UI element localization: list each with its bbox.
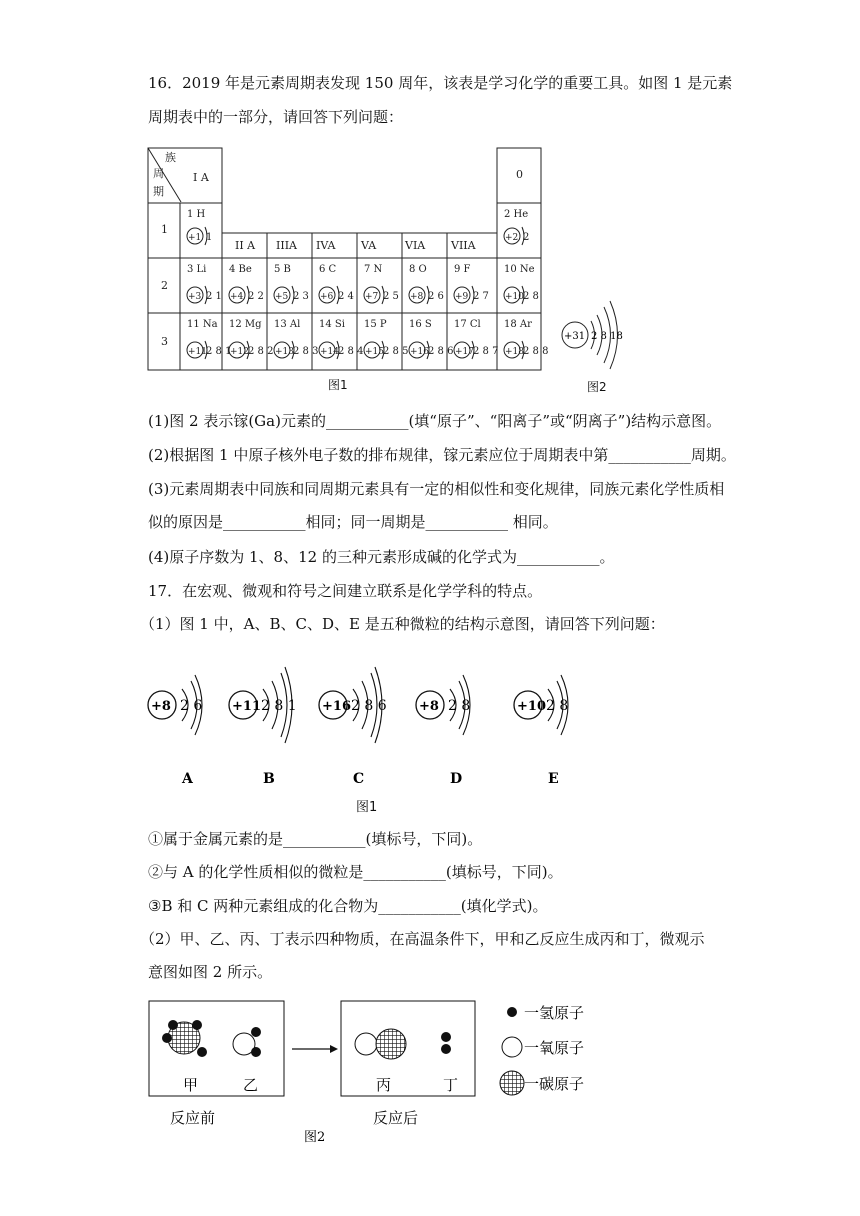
group-0: 0 <box>516 168 523 181</box>
label-ding: 丁 <box>443 1076 459 1094</box>
nucleus-charge: +17 <box>455 347 474 357</box>
shell-electrons: 2 8 8 <box>523 346 549 357</box>
q17-fig1-caption: 图1 <box>356 800 378 815</box>
particle-charge: +16 <box>322 699 351 714</box>
legend-h-icon <box>507 1007 517 1017</box>
label-bing: 丙 <box>376 1076 392 1094</box>
shell-electrons: 2 1 <box>206 291 222 302</box>
period-2: 2 <box>161 279 168 292</box>
methane-molecule <box>162 1020 207 1057</box>
periodic-table-figure <box>145 145 635 395</box>
shell-electrons: 2 4 <box>338 291 354 302</box>
shell-electrons: 2 8 7 <box>473 346 499 357</box>
element-label: 15 P <box>364 319 387 330</box>
nucleus-charge: +18 <box>505 347 524 357</box>
nucleus-charge: +13 <box>275 347 294 357</box>
legend-c-icon <box>500 1071 524 1095</box>
shell-electrons: 2 <box>523 232 530 243</box>
q17-q2: ②与 A 的化学性质相似的微粒是___________(填标号，下同)。 <box>148 863 563 881</box>
element-label: 10 Ne <box>504 264 535 275</box>
corner-zhou: 周 <box>153 167 164 180</box>
period-3: 3 <box>161 335 168 348</box>
shell-electrons: 2 2 <box>248 291 264 302</box>
element-label: 7 N <box>364 264 383 275</box>
particle-label: D <box>450 771 463 787</box>
nucleus-charge: +4 <box>230 292 244 302</box>
element-label: 4 Be <box>229 264 252 275</box>
element-label: 9 F <box>454 264 471 275</box>
element-label: 16 S <box>409 319 432 330</box>
particle-shells: 2 8 <box>448 698 471 714</box>
label-after: 反应后 <box>373 1109 419 1127</box>
element-label: 18 Ar <box>504 319 532 330</box>
before-box <box>149 1001 284 1096</box>
q16-sub3a: (3)元素周期表中同族和同周期元素具有一定的相似性和变化规律，同族元素化学性质相 <box>148 480 725 498</box>
group-2a: II A <box>235 239 256 252</box>
particle-structures-figure <box>140 645 600 795</box>
q17-q3: ③B 和 C 两种元素组成的化合物为___________(填化学式)。 <box>148 897 548 915</box>
q16-sub3b: 似的原因是___________相同；同一周期是___________ 相同。 <box>148 513 558 531</box>
group-5a: VA <box>361 239 377 252</box>
legend-h: 一氢原子 <box>524 1004 585 1022</box>
reaction-figure <box>140 995 620 1145</box>
particle-shells: 2 8 <box>546 698 569 714</box>
corner-qi: 期 <box>153 185 164 198</box>
particle-shells: 2 8 6 <box>351 698 387 714</box>
shell-electrons: 2 7 <box>473 291 489 302</box>
period-1: 1 <box>161 223 168 236</box>
group-4a: IVA <box>316 239 336 252</box>
element-label: 14 Si <box>319 319 345 330</box>
nucleus-charge: +1 <box>188 233 202 243</box>
nucleus-charge: +8 <box>410 292 424 302</box>
shell-electrons: 2 8 3 <box>293 346 319 357</box>
q17-part2b: 意图如图 2 所示。 <box>148 963 273 981</box>
q17-stem: 17．在宏观、微观和符号之间建立联系是化学学科的特点。 <box>148 582 543 600</box>
ga-nucleus: +31 <box>564 331 586 342</box>
element-label: 3 Li <box>187 264 207 275</box>
particle-label: E <box>548 771 559 787</box>
q17-part1: （1）图 1 中，A、B、C、D、E 是五种微粒的结构示意图，请回答下列问题： <box>140 615 665 633</box>
element-label: 5 B <box>274 264 291 275</box>
shell-electrons: 2 3 <box>293 291 309 302</box>
nucleus-charge: +16 <box>410 347 429 357</box>
particle-charge: +8 <box>419 699 439 714</box>
particle-label: B <box>263 771 275 787</box>
q16-sub1: (1)图 2 表示镓(Ga)元素的___________(填“原子”、“阳离子”或“阴离子”)结构示意图。 <box>148 412 722 430</box>
element-label: 12 Mg <box>229 319 262 330</box>
shell-electrons: 2 8 1 <box>206 346 232 357</box>
particle-charge: +8 <box>151 699 171 714</box>
shell-electrons: 2 8 <box>523 291 539 302</box>
particle-label: A <box>182 771 193 787</box>
q16-stem-line1: 16．2019 年是元素周期表发现 150 周年，该表是学习化学的重要工具。如图 1 是元素 <box>148 74 733 92</box>
element-label: 6 C <box>319 264 337 275</box>
element-label: 2 He <box>504 209 529 220</box>
shell-electrons: 1 <box>206 232 213 243</box>
label-yi: 乙 <box>243 1076 259 1094</box>
nucleus-charge: +10 <box>505 292 524 302</box>
particle-charge: +11 <box>232 699 261 714</box>
fig1-caption: 图1 <box>328 378 348 392</box>
nucleus-charge: +6 <box>320 292 334 302</box>
legend-o-icon <box>502 1037 522 1057</box>
legend-o: 一氧原子 <box>524 1039 585 1057</box>
element-label: 8 O <box>409 264 427 275</box>
nucleus-charge: +9 <box>455 292 469 302</box>
co-molecule <box>355 1029 406 1059</box>
shell-electrons: 2 6 <box>428 291 444 302</box>
fig2-caption: 图2 <box>304 1130 326 1145</box>
corner-zu: 族 <box>165 151 176 164</box>
shell-electrons: 2 8 5 <box>383 346 409 357</box>
element-label: 13 Al <box>274 319 301 330</box>
element-label: 17 Cl <box>454 319 481 330</box>
label-before: 反应前 <box>170 1109 216 1127</box>
group-6a: VIA <box>405 239 426 252</box>
shell-electrons: 2 8 2 <box>248 346 274 357</box>
q17-q1: ①属于金属元素的是___________(填标号，下同)。 <box>148 830 483 848</box>
nucleus-charge: +14 <box>320 347 339 357</box>
particle-shells: 2 8 1 <box>261 698 297 714</box>
ga-shells: 2 8 18 <box>591 331 623 342</box>
q16-sub4: (4)原子序数为 1、8、12 的三种元素形成碱的化学式为___________。 <box>148 548 615 566</box>
q16-sub2: (2)根据图 1 中原子核外电子数的排布规律，镓元素应位于周期表中第___________周期。 <box>148 446 736 464</box>
particle-charge: +10 <box>517 699 546 714</box>
label-jia: 甲 <box>183 1076 199 1094</box>
group-3a: IIIA <box>276 239 297 252</box>
group-1a: I A <box>193 171 209 184</box>
group-7a: VIIA <box>451 239 476 252</box>
particle-shells: 2 6 <box>180 698 203 714</box>
nucleus-charge: +15 <box>365 347 384 357</box>
nucleus-charge: +3 <box>188 292 202 302</box>
ga-structure-diagram <box>562 301 623 369</box>
legend-c: 一碳原子 <box>524 1075 585 1093</box>
nucleus-charge: +2 <box>505 233 519 243</box>
q17-part2a: （2）甲、乙、丙、丁表示四种物质，在高温条件下，甲和乙反应生成丙和丁，微观示 <box>140 930 705 948</box>
shell-electrons: 2 5 <box>383 291 399 302</box>
q16-stem-line2: 周期表中的一部分，请回答下列问题： <box>148 108 404 126</box>
element-label: 1 H <box>187 209 206 220</box>
fig2-caption-ga: 图2 <box>587 380 607 394</box>
nucleus-charge: +7 <box>365 292 379 302</box>
nucleus-charge: +11 <box>188 347 207 357</box>
shell-electrons: 2 8 4 <box>338 346 364 357</box>
particle-label: C <box>353 771 365 787</box>
nucleus-charge: +5 <box>275 292 289 302</box>
h2-molecule <box>441 1032 451 1054</box>
water-molecule <box>233 1027 261 1057</box>
nucleus-charge: +12 <box>230 347 249 357</box>
element-label: 11 Na <box>187 319 218 330</box>
shell-electrons: 2 8 6 <box>428 346 454 357</box>
